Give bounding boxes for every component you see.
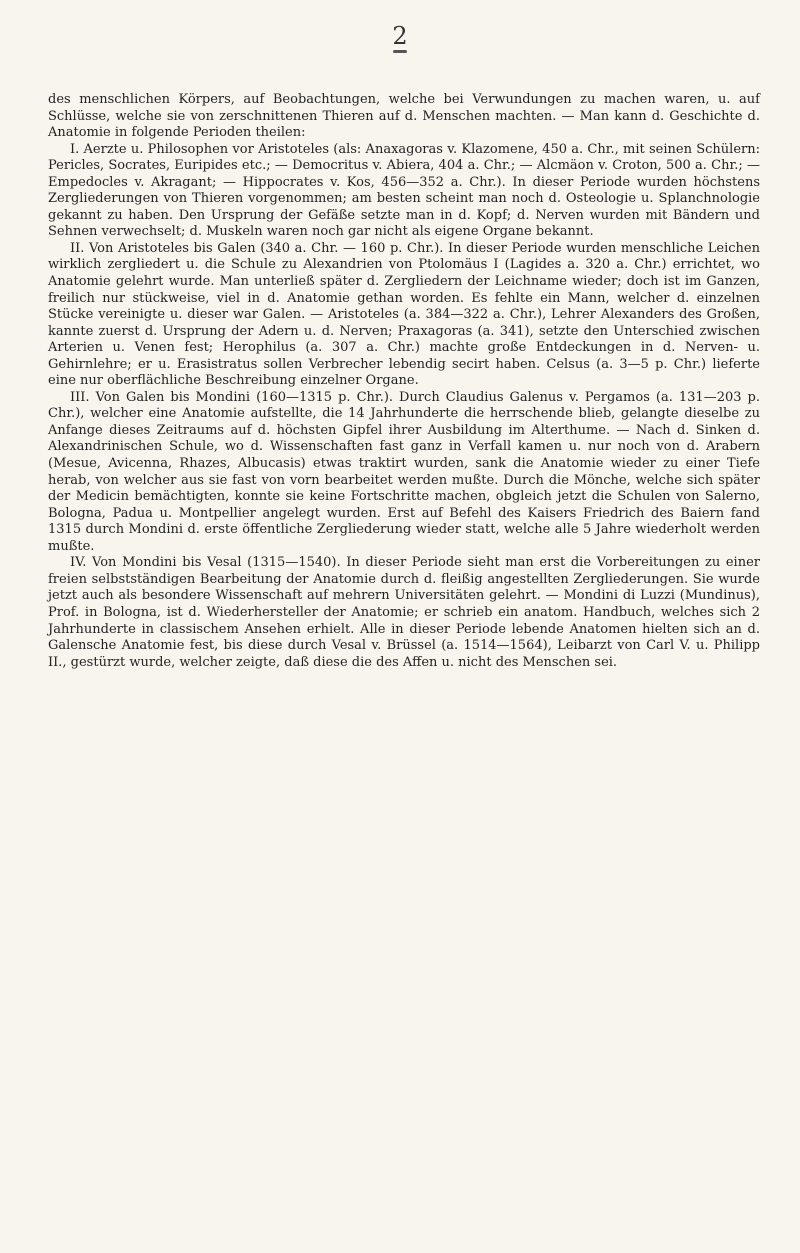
page-number: 2 <box>0 22 800 53</box>
paragraph-text: des menschlichen Körpers, auf Beobachtungen, welche bei Verwundungen zu machen waren, u. auf Schlüsse, welche sie von zerschnittenen Thieren auf d. Menschen machten. — Man kann d. Geschichte d. Anatomie in folgende Perioden theilen: <box>48 92 760 141</box>
paragraph-text: Vesal (1315—1540). In dieser Periode sieht man erst die Vorbereitungen zu einer freien selbstständigen Bearbeitung der Anatomie durch d. fleißig angestellten Zergliederungen. Sie wurde jetzt auch als besondere Wissenschaft auf mehrern Universitäten gelehrt. — Mondini di Luzzi (Mundinus), Prof. in Bologna, ist d. Wiederhersteller der Anatomie; er schrieb ein anatom. Handbuch, welches sich 2 Jahrhunderte in classischem Ansehen erhielt. Alle in dieser Periode lebende Anatomen hielten sich an d. Galensche Anatomie fest, bis diese durch Vesal v. Brüssel (a. 1514—1564), Leibarzt von Carl V. u. Philipp II., gestürzt wurde, welcher zeigte, daß diese die des Affen u. nicht des Menschen sei. <box>48 555 760 670</box>
period-heading: I. Aerzte u. Philosophen vor <box>70 141 254 157</box>
body-text <box>48 92 760 671</box>
paragraph-text: (160—1315 p. Chr.). Durch Claudius Galenus v. Pergamos (a. 131—203 p. Chr.), welcher eine Anatomie aufstellte, die 14 Jahrhunderte die herrschende blieb, gelangte dieselbe zu Anfange dieses Zeitraums auf d. höchsten Gipfel ihrer Ausbildung im Alterthume. — Nach d. Sinken d. Alexandrinischen Schule, wo d. Wissenschaften fast ganz in Verfall kamen u. nur noch von d. Arabern (Mesue, Avicenna, Rhazes, Albucasis) etwas traktirt wurden, sank die Anatomie wieder zu einer Tiefe herab, von welcher aus sie fast von vorn bearbeitet werden mußte. Durch die Mönche, welche sich später der Medicin bemächtigten, konnte sie keine Fortschritte machen, obgleich jetzt die Schulen von Salerno, Bologna, Padua u. Montpellier angelegt wurden. Erst auf Befehl des Kaisers Friedrich des Baiern fand 1315 durch Mondini d. erste öffentliche Zergliederung wieder statt, welche alle 5 Jahre wiederholt werden mußte. <box>48 389 760 554</box>
paragraph-period-1 <box>48 142 760 241</box>
paragraph-intro <box>48 92 760 142</box>
paragraph-period-4 <box>48 555 760 671</box>
period-heading: IV. Von Mondini bis <box>70 555 202 571</box>
paragraph-period-3 <box>48 390 760 555</box>
paragraph-period-2 <box>48 241 760 390</box>
paragraph-text: Aristoteles (als: Anaxagoras v. Klazomene, 450 a. Chr., mit seinen Schülern: Pericles, Socrates, Euripides etc.; — Democritus v. Abiera, 404 a. Chr.; — Alcmäon v. Croton, 500 a. Chr.; — Empedocles v. Akragant; — Hippocrates v. Kos, 456—352 a. Chr.). In dieser Periode wurden höchstens Zergliederungen von Thieren vorgenommen; am besten scheint man noch d. Osteologie u. Splanchnologie gekannt zu haben. Den Ursprung der Gefäße setzte man in d. Kopf; d. Nerven wurden mit Bändern und Sehnen verwechselt; d. Muskeln waren noch gar nicht als eigene Organe bekannt. <box>48 141 760 240</box>
period-heading: II. Von Aristoteles bis Galen <box>70 240 256 256</box>
paragraph-text: (340 a. Chr. — 160 p. Chr.). In dieser Periode wurden menschliche Leichen wirklich zergliedert u. die Schule zu Alexandrien von Ptolomäus I (Lagides a. 320 a. Chr.) errichtet, wo Anatomie gelehrt wurde. Man unterließ später d. Zergliedern der Leichname wieder; doch ist im Ganzen, freilich nur stückweise, viel in d. Anatomie gethan worden. Es fehlte ein Mann, welcher d. einzelnen Stücke vereinigte u. dieser war Galen. — Aristoteles (a. 384—322 a. Chr.), Lehrer Alexanders des Großen, kannte zuerst d. Ursprung der Adern u. d. Nerven; Praxagoras (a. 341), setzte den Unterschied zwischen Arterien u. Venen fest; Herophilus (a. 307 a. Chr.) machte große Entdeckungen in d. Nerven- u. Gehirnlehre; er u. Erasistratus sollen Verbrecher lebendig secirt haben. Celsus (a. 3—5 p. Chr.) lieferte eine nur oberflächliche Beschreibung einzelner Organe. <box>48 240 760 389</box>
period-heading: III. Von Galen bis Mondini <box>70 389 251 405</box>
